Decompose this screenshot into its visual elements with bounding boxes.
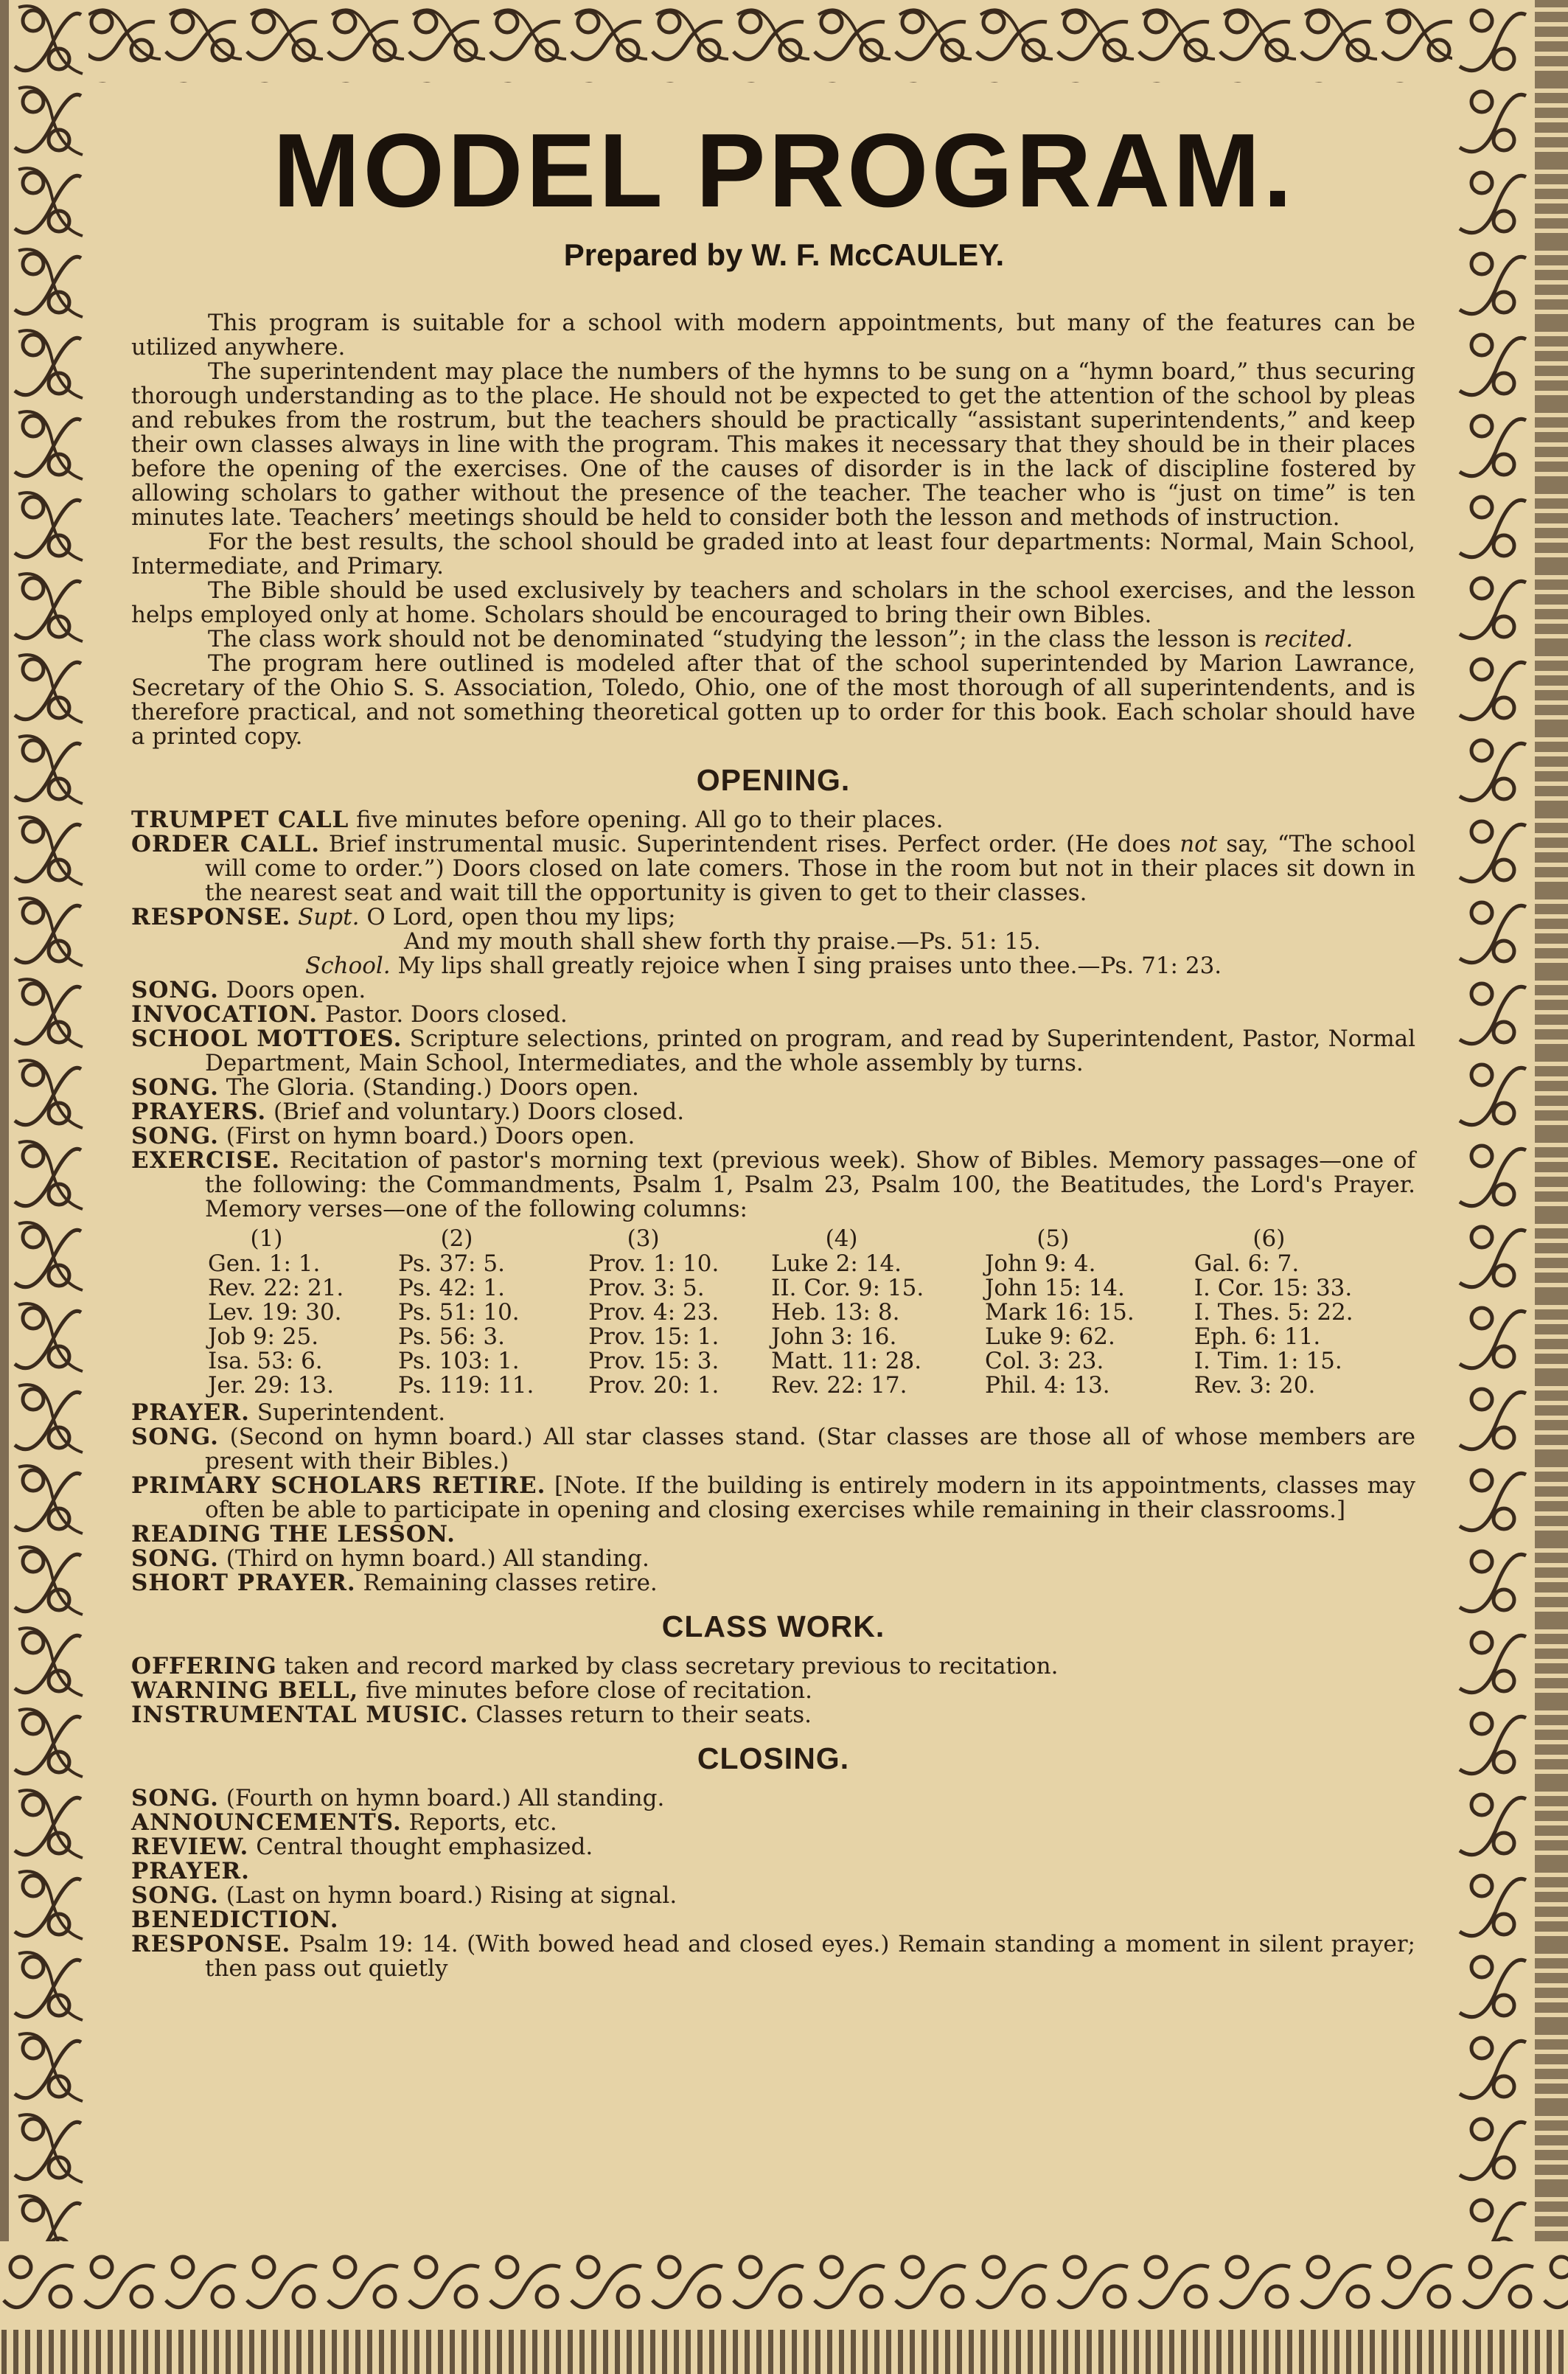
verse-reference: II. Cor. 9: 15.	[771, 1275, 924, 1301]
verse-reference: John 15: 14.	[984, 1275, 1125, 1301]
entry-review: REVIEW. Central thought emphasized.	[131, 1834, 593, 1860]
verse-reference: Prov. 15: 1.	[588, 1323, 719, 1350]
entry-offering: OFFERING taken and record marked by class secretary previous to recitation.	[131, 1653, 1059, 1679]
entry-prayers: PRAYERS. (Brief and voluntary.) Doors closed.	[131, 1099, 685, 1125]
entry-prayer: PRAYER.	[131, 1858, 250, 1884]
ornament-border-bottom	[0, 2241, 1568, 2374]
verse-row	[208, 1374, 1417, 1398]
verse-reference: Rev. 3: 20.	[1194, 1372, 1316, 1399]
verse-reference: I. Tim. 1: 15.	[1194, 1348, 1342, 1374]
ornament-border-right	[1452, 0, 1568, 2374]
section-heading-class-work: CLASS WORK.	[661, 1609, 885, 1643]
verse-row	[208, 1349, 1417, 1374]
verse-column-header: (1)	[250, 1225, 283, 1252]
entry-invocation: INVOCATION. Pastor. Doors closed.	[131, 1001, 568, 1028]
intro-paragraph: This program is suitable for a school with modern appointments, but many of the features can be utilized anywhere.	[131, 310, 1415, 361]
verse-column-header: (6)	[1252, 1225, 1286, 1252]
entry-primary-retire: PRIMARY SCHOLARS RETIRE. [Note. If the building is entirely modern in its appointments, classes may often be able to participate in opening and closing exercises while remaining in their classrooms.]	[131, 1472, 1415, 1523]
entry-short-prayer: SHORT PRAYER. Remaining classes retire.	[131, 1570, 658, 1596]
verse-column-header: (4)	[825, 1225, 858, 1252]
response-school-line: School. My lips shall greatly rejoice when I sing praises unto thee.—Ps. 71: 23.	[305, 953, 1222, 979]
verse-column-header: (2)	[440, 1225, 473, 1252]
entry-warning-bell: WARNING BELL, five minutes before close of recitation.	[131, 1677, 812, 1704]
entry-prayer: PRAYER. Superintendent.	[131, 1399, 446, 1426]
entry-song: SONG. (Second on hymn board.) All star classes stand. (Star classes are those all of whose members are present with their Bibles.)	[131, 1424, 1415, 1475]
verse-reference: Ps. 42: 1.	[397, 1275, 505, 1301]
verse-reference: Heb. 13: 8.	[771, 1299, 900, 1326]
page-title: MODEL PROGRAM.	[273, 112, 1295, 229]
verse-reference: Ps. 37: 5.	[397, 1250, 505, 1277]
verse-column-header: (3)	[627, 1225, 660, 1252]
verse-reference: Luke 9: 62.	[984, 1323, 1115, 1350]
verse-reference: Gal. 6: 7.	[1194, 1250, 1300, 1277]
verse-reference: I. Cor. 15: 33.	[1194, 1275, 1353, 1301]
entry-song: SONG. (Fourth on hymn board.) All standing.	[131, 1785, 665, 1811]
document-body	[131, 311, 1415, 1981]
entry-reading-lesson: READING THE LESSON.	[131, 1521, 456, 1548]
verse-reference: I. Thes. 5: 22.	[1194, 1299, 1353, 1326]
entry-song: SONG. (Third on hymn board.) All standing.	[131, 1545, 649, 1572]
verse-reference: Prov. 15: 3.	[588, 1348, 719, 1374]
intro-paragraph: The Bible should be used exclusively by teachers and scholars in the school exercises, and the lesson helps employed only at home. Scholars should be encouraged to bring their own Bibles.	[131, 577, 1415, 628]
ornament-border-top	[0, 0, 1568, 83]
entry-exercise: EXERCISE. Recitation of pastor's morning text (previous week). Show of Bibles. Memory passages—one of the following: the Commandments, Psalm 1, Psalm 23, Psalm 100, the Beatitudes, the Lord's Prayer. Memory verses—one of the following columns:	[131, 1147, 1415, 1222]
entry-trumpet-call: TRUMPET CALL five minutes before opening. All go to their places.	[131, 807, 944, 833]
verse-reference: Ps. 51: 10.	[397, 1299, 520, 1326]
verse-reference: John 9: 4.	[984, 1250, 1096, 1277]
verse-reference: Prov. 1: 10.	[588, 1250, 719, 1277]
memory-verse-table	[208, 1226, 1417, 1398]
entry-response: RESPONSE. Supt. O Lord, open thou my lips;	[131, 904, 676, 930]
entry-response: RESPONSE. Psalm 19: 14. (With bowed head and closed eyes.) Remain standing a moment in silent prayer; then pass out quietly	[131, 1931, 1415, 1982]
verse-reference: Mark 16: 15.	[984, 1299, 1135, 1326]
entry-instrumental-music: INSTRUMENTAL MUSIC. Classes return to their seats.	[131, 1702, 812, 1728]
verse-reference: Matt. 11: 28.	[771, 1348, 922, 1374]
entry-benediction: BENEDICTION.	[131, 1907, 339, 1933]
intro-paragraph-class-work: The class work should not be denominated “studying the lesson”; in the class the lesson is recited.	[208, 626, 1353, 652]
intro-paragraph: The superintendent may place the numbers of the hymns to be sung on a “hymn board,” thus securing thorough understanding as to the place. He should not be expected to get the attention of the school by pleas and rebukes from the rostrum, but the teachers should be practically “assistant superintendents,” and keep their own classes always in line with the program. This makes it necessary that they should be in their places before the opening of the exercises. One of the causes of disorder is in the lack of discipline fostered by allowing scholars to gather without the presence of the teacher. The teacher who is “just on time” is ten minutes late. Teachers’ meetings should be held to consider both the lesson and methods of instruction.	[131, 358, 1415, 531]
byline: Prepared by W. F. McCAULEY.	[563, 237, 1005, 272]
intro-paragraph: For the best results, the school should be graded into at least four departments: Normal, Main School, Intermediate, and Primary.	[131, 529, 1415, 579]
verse-row	[208, 1276, 1417, 1301]
verse-reference: Ps. 56: 3.	[397, 1323, 505, 1350]
entry-song: SONG. Doors open.	[131, 977, 366, 1003]
verse-reference: Lev. 19: 30.	[208, 1299, 342, 1326]
verse-reference: Prov. 4: 23.	[588, 1299, 719, 1326]
entry-song: SONG. (First on hymn board.) Doors open.	[131, 1123, 635, 1149]
verse-reference: Luke 2: 14.	[771, 1250, 902, 1277]
section-heading-closing: CLOSING.	[697, 1741, 850, 1775]
section-heading-opening: OPENING.	[696, 763, 851, 797]
verse-row	[208, 1301, 1417, 1325]
entry-song: SONG. The Gloria. (Standing.) Doors open.	[131, 1074, 639, 1101]
intro-paragraph: The program here outlined is modeled after that of the school superintended by Marion Lawrance, Secretary of the Ohio S. S. Association, Toledo, Ohio, one of the most thorough of all superintendents, and is therefore practical, and not something theoretical gotten up to order for this book. Each scholar should have a printed copy.	[131, 650, 1415, 750]
verse-reference: John 3: 16.	[771, 1323, 897, 1350]
verse-row	[208, 1252, 1417, 1276]
verse-reference: Gen. 1: 1.	[208, 1250, 321, 1277]
verse-reference: Col. 3: 23.	[984, 1348, 1104, 1374]
verse-reference: Prov. 20: 1.	[588, 1372, 719, 1399]
verse-reference: Ps. 119: 11.	[397, 1372, 534, 1399]
entry-announcements: ANNOUNCEMENTS. Reports, etc.	[131, 1809, 557, 1836]
verse-column-header: (5)	[1036, 1225, 1070, 1252]
verse-reference: Phil. 4: 13.	[984, 1372, 1110, 1399]
entry-song: SONG. (Last on hymn board.) Rising at signal.	[131, 1882, 677, 1909]
response-line: And my mouth shall shew forth thy praise.—Ps. 51: 15.	[404, 928, 1041, 955]
verse-reference: Rev. 22: 21.	[208, 1275, 344, 1301]
entry-order-call: ORDER CALL. Brief instrumental music. Superintendent rises. Perfect order. (He does not say, “The school will come to order.”) Doors closed on late comers. Those in the room but not in their places sit down in the nearest seat and wait till the opportunity is given to get to their classes.	[131, 831, 1415, 906]
ornament-border-left	[0, 0, 88, 2374]
verse-row	[208, 1325, 1417, 1349]
verse-reference: Prov. 3: 5.	[588, 1275, 705, 1301]
verse-reference: Job 9: 25.	[208, 1323, 319, 1350]
verse-reference: Ps. 103: 1.	[397, 1348, 520, 1374]
entry-school-mottoes: SCHOOL MOTTOES. Scripture selections, printed on program, and read by Superintendent, Pastor, Normal Department, Main School, Intermediates, and the whole assembly by turns.	[131, 1026, 1415, 1076]
verse-reference: Eph. 6: 11.	[1194, 1323, 1321, 1350]
verse-reference: Isa. 53: 6.	[208, 1348, 323, 1374]
verse-reference: Rev. 22: 17.	[771, 1372, 907, 1399]
verse-reference: Jer. 29: 13.	[208, 1372, 334, 1399]
